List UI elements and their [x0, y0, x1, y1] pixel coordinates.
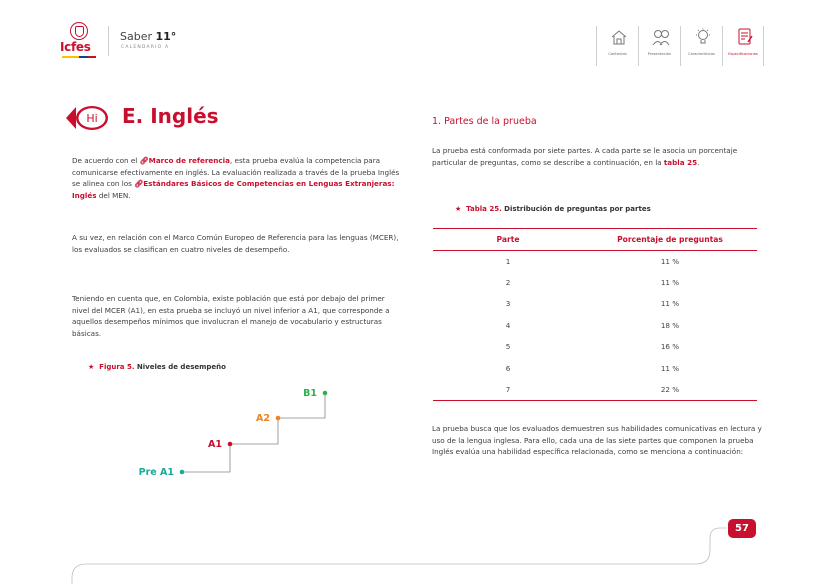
table-row: [433, 251, 757, 272]
checklist-icon: [735, 28, 755, 46]
seal-icon: [70, 22, 88, 40]
nav-especificaciones[interactable]: [722, 26, 764, 66]
mcer-paragraph: A su vez, en relación con el Marco Común Europeo de Referencia para las lenguas (MCER), los evaluados se clasifican en cuatro niveles de desempeño.: [72, 233, 399, 254]
top-nav: [596, 26, 764, 66]
table-header-row: [433, 229, 757, 251]
nav-contenido[interactable]: [596, 26, 638, 66]
speech-bubble-icon: [66, 104, 110, 132]
cell-percent: 11 %: [660, 256, 680, 266]
exam-name: Saber 11°: [120, 30, 177, 43]
table-row: [433, 293, 757, 314]
levels-figure: [120, 385, 350, 480]
star-icon: ★: [88, 363, 95, 371]
header-porcentaje: Porcentaje de preguntas: [583, 229, 757, 251]
cell-part: 2: [505, 278, 511, 288]
cell-part: 6: [505, 363, 511, 373]
link-marco-referencia[interactable]: 🔗︎Marco de referencia: [139, 156, 230, 165]
cell-percent: 11 %: [660, 299, 680, 309]
logo-text: Icfes: [60, 40, 91, 54]
level-dot-b1: [323, 391, 328, 396]
cell-percent: 11 %: [660, 363, 680, 373]
levels-paragraph: Teniendo en cuenta que, en Colombia, existe población que está por debajo del primer nivel del MCER (A1), en esta prueba se incluyó un nivel inferior a A1, que corresponde a aquellos desempeños mínimos que involucran el manejo de vocabulario y estructuras básicas.: [72, 294, 390, 338]
level-label-a1: A1: [208, 439, 222, 450]
level-label-pre-a1: Pre A1: [138, 467, 174, 478]
intro-paragraph: De acuerdo con el 🔗︎Marco de referencia, esta prueba evalúa la competencia para comunicarse efectivamente en inglés. La evaluación realizada a través de la prueba Inglés se alinea con los 🔗︎Estándares Básicos de Competencias en Lenguas Extranjeras: Inglés del MEN.: [72, 156, 400, 200]
cell-percent: 22 %: [583, 379, 757, 400]
footer-decoration: [0, 520, 828, 584]
level-dot-a2: [276, 416, 281, 421]
link-tabla-25[interactable]: tabla 25: [663, 157, 698, 167]
section-subtitle: 1. Partes de la prueba: [432, 116, 537, 127]
cell-part: 7: [433, 379, 583, 400]
nav-label: Características: [688, 52, 715, 56]
page-header: [0, 0, 828, 70]
table-row: [433, 336, 757, 357]
header-parte: Parte: [433, 229, 583, 251]
flag-stripe: [62, 56, 96, 58]
level-label-b1: B1: [303, 388, 317, 399]
table-row: [433, 379, 757, 400]
cell-part: 4: [505, 320, 511, 330]
calendar-label: CALENDARIO A: [121, 45, 170, 50]
header-divider: [108, 26, 109, 56]
nav-label: Especificaciones: [728, 52, 758, 56]
parts-table: [433, 228, 757, 401]
table-caption: ★ Tabla 25. Distribución de preguntas por partes: [455, 205, 651, 213]
parts-paragraph: La prueba está conformada por siete partes. A cada parte se le asocia un porcentaje particular de preguntas, como se describe a continuación, en la tabla 25.: [432, 146, 738, 167]
star-icon: ★: [455, 205, 462, 213]
level-dot-pre-a1: [180, 470, 185, 475]
level-label-a2: A2: [256, 413, 270, 424]
nav-presentacion[interactable]: [638, 26, 680, 66]
people-icon: [651, 28, 671, 46]
table-row: [433, 272, 757, 293]
cell-part: 3: [505, 299, 511, 309]
nav-label: Contenido: [608, 52, 627, 56]
figure-caption: ★ Figura 5. Niveles de desempeño: [88, 363, 226, 371]
table-row: [433, 315, 757, 336]
link-estandares[interactable]: 🔗︎Estándares Básicos de Competencias en Lenguas Extranjeras: Inglés: [72, 179, 395, 200]
house-icon: [609, 28, 629, 46]
section-title: E. Inglés: [122, 104, 219, 128]
cell-percent: 11 %: [660, 278, 680, 288]
cell-percent: 18 %: [660, 320, 680, 330]
nav-label: Presentación: [647, 52, 672, 56]
nav-caracteristicas[interactable]: [680, 26, 722, 66]
cell-percent: 16 %: [660, 342, 680, 352]
lightbulb-icon: [693, 28, 713, 46]
icfes-logo[interactable]: [60, 22, 100, 60]
cell-part: 1: [505, 256, 511, 266]
badge-text: Hi: [86, 112, 98, 125]
skills-paragraph: La prueba busca que los evaluados demuestren sus habilidades comunicativas en lectura y uso de la lengua inglesa. Para ello, cada una de las siete partes que componen la prueba Inglés evalúa una habilidad específica relacionada, como se menciona a continuación:: [432, 424, 762, 456]
cell-part: 5: [505, 342, 511, 352]
page-number: 57: [728, 519, 756, 538]
level-dot-a1: [228, 442, 233, 447]
table-row: [433, 357, 757, 378]
